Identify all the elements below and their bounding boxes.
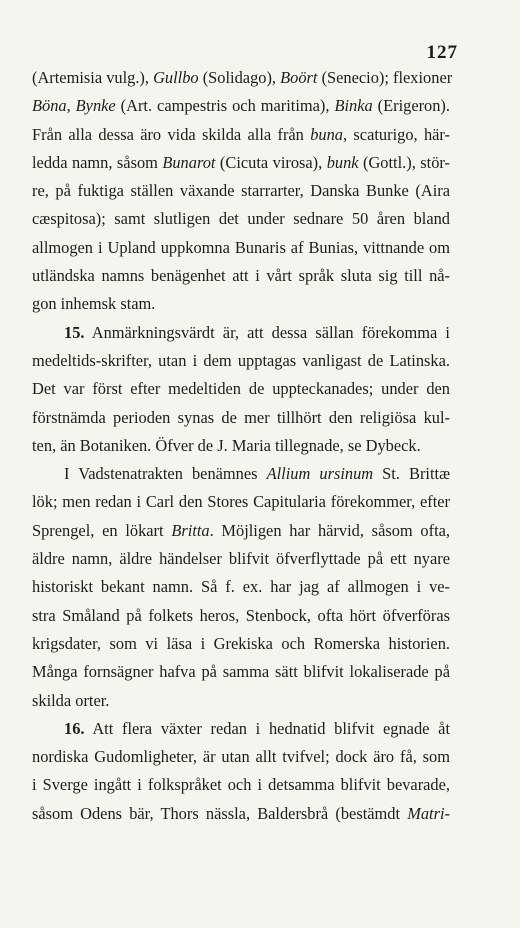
text-line [32, 488, 450, 516]
text-line [32, 375, 450, 403]
text-segment: (Erigeron). [372, 96, 450, 116]
text-line [32, 347, 450, 375]
italic-term: Boört [280, 68, 318, 87]
text-segment: äldre namn, äldre händelser blifvit öfverflyttade på ett nyare [32, 549, 450, 569]
text-segment: stra Småland på folkets heros, Stenbock, ofta hört öfverföras [32, 605, 450, 625]
section-number: 16. [64, 718, 85, 738]
text-segment: Många fornsägner hafva på samma sätt blifvit lokaliserade på [32, 662, 450, 682]
text-segment: I Vadstenatrakten benämnes [64, 464, 267, 484]
text-line [32, 687, 450, 715]
text-segment: (Artemisia vulg.), [32, 68, 154, 87]
section-number: 15. [64, 322, 85, 342]
text-line [32, 404, 450, 432]
text-line [32, 517, 450, 545]
text-segment: (Art. campestris och maritima), [115, 96, 335, 116]
text-segment: cæspitosa); samt slutligen det under sednare 50 åren bland [32, 209, 450, 229]
text-segment: gon inhemsk stam. [32, 294, 156, 314]
text-segment: förstnämda perioden synas de mer tillhört den religiösa kul- [32, 407, 450, 427]
text-segment: Det var först efter medeltiden de uppteckanades; under den [32, 379, 450, 399]
italic-term: Matri- [407, 803, 450, 823]
text-line [32, 545, 450, 573]
text-segment: såsom Odens bär, Thors nässla, Baldersbrå (bestämdt [32, 803, 408, 823]
text-line [32, 743, 450, 771]
italic-term: bunk [326, 152, 359, 172]
text-line [32, 177, 450, 205]
text-segment: , scaturigo, här- [343, 124, 450, 144]
text-segment: (Gottl.), stör- [358, 152, 450, 172]
text-line [32, 573, 450, 601]
text-segment: i Sverge ingått i folkspråket och i detsamma blifvit bevarade, [32, 775, 450, 795]
text-line [32, 800, 450, 828]
text-line [32, 64, 453, 92]
text-segment: ledda namn, såsom [32, 152, 163, 172]
text-line [32, 771, 450, 799]
text-segment: allmogen i Upland uppkomna Bunaris af Bunias, vittnande om [32, 237, 450, 257]
text-line [32, 630, 450, 658]
text-line [32, 262, 450, 290]
text-line [32, 432, 450, 460]
text-segment: krigsdater, som vi läsa i Grekiska och Romerska historien. [32, 633, 450, 653]
italic-term: Britta [171, 520, 210, 540]
text-segment: lök; men redan i Carl den Stores Capitularia förekommer, efter [32, 492, 450, 512]
italic-term: Bunarot [162, 152, 216, 172]
text-segment: (Solidago), [198, 68, 281, 87]
text-line [32, 121, 450, 149]
text-line [32, 234, 450, 262]
text-line [32, 460, 450, 488]
text-segment: re, på fuktiga ställen växande starrarter, Danska Bunke (Aira [32, 181, 450, 201]
text-line [32, 715, 450, 743]
body-text [32, 64, 453, 828]
text-segment: (Senecio); flexioner [317, 68, 453, 87]
text-segment: Från alla dessa äro vida skilda alla från [32, 124, 311, 144]
italic-term: Böna [32, 96, 67, 116]
text-line [32, 92, 450, 120]
text-segment: (Cicuta virosa), [215, 152, 327, 172]
text-segment: utländska namns benägenhet att i vårt språk sluta sig till nå- [32, 266, 450, 286]
italic-term: Gullbo [153, 68, 199, 87]
text-segment: . Möjligen har härvid, såsom ofta, [209, 520, 450, 540]
text-segment: Att flera växter redan i hednatid blifvit egnade åt [84, 718, 450, 738]
text-segment: ten, än Botaniken. Öfver de J. Maria tillegnade, se Dybeck. [32, 435, 421, 455]
italic-term: Bynke [75, 96, 116, 116]
text-segment: Sprengel, en lökart [32, 520, 172, 540]
page-number: 127 [426, 42, 458, 63]
text-line [32, 149, 450, 177]
text-segment: medeltids-skrifter, utan i dem upptagas vanligast de Latinska. [32, 350, 450, 370]
italic-term: Binka [334, 96, 373, 116]
text-line [32, 658, 450, 686]
italic-term: Allium ursinum [266, 464, 374, 484]
text-segment: , [66, 96, 76, 116]
text-segment: nordiska Gudomligheter, är utan allt tvifvel; dock äro få, som [32, 747, 450, 767]
text-segment: historiskt bekant namn. Så f. ex. har jag af allmogen i ve- [32, 577, 450, 597]
text-line [32, 319, 450, 347]
text-line [32, 602, 450, 630]
text-line [32, 290, 450, 318]
italic-term: buna [310, 124, 343, 144]
text-segment: skilda orter. [32, 690, 110, 710]
text-line [32, 205, 450, 233]
text-segment: St. Brittæ [373, 464, 450, 484]
text-segment: Anmärkningsvärdt är, att dessa sällan förekomma i [84, 322, 450, 342]
